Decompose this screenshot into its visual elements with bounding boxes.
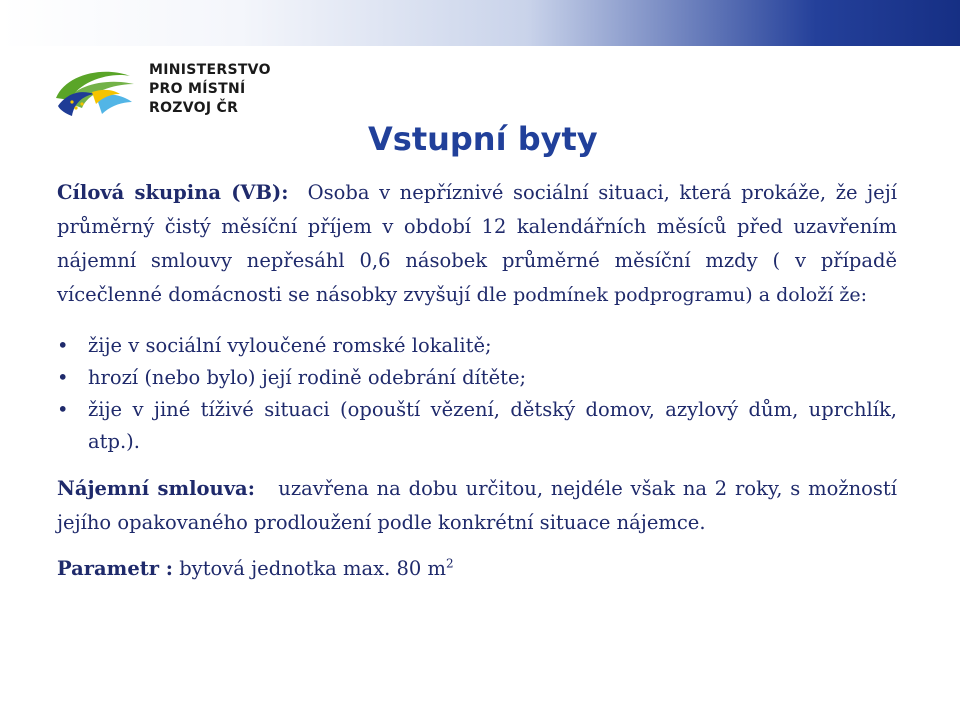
target-group-text: Osoba v nepříznivé sociální situaci, která prokáže, že její průměrný čistý měsíční příjem v období 12 kalendářních měsíců před uzavřením nájemní smlouvy nepřesáhl 0,6 násobek průměrné měsíční mzdy ( v případě vícečlenné domácnosti se násobky zvyšují dle bbox=[57, 181, 897, 306]
parameter-text: bytová jednotka max. 80 m bbox=[179, 557, 446, 580]
logo-text-line-3: ROZVOJ ČR bbox=[149, 100, 239, 116]
lease-paragraph bbox=[57, 472, 897, 540]
lease-label: Nájemní smlouva: bbox=[57, 477, 255, 500]
list-item: • žije v sociální vyloučené romské lokalitě; bbox=[57, 330, 897, 362]
logo-text-line-2: PRO MÍSTNÍ bbox=[149, 81, 246, 97]
target-group-paragraph bbox=[57, 176, 897, 312]
ministry-logo bbox=[52, 62, 282, 118]
parameter-line bbox=[57, 552, 897, 586]
target-group-label: Cílová skupina (VB): bbox=[57, 181, 289, 204]
logo-text-line-1: MINISTERSTVO bbox=[149, 62, 271, 78]
parameter-superscript: 2 bbox=[445, 556, 454, 571]
conditions-list bbox=[57, 330, 897, 458]
list-item: • hrozí (nebo bylo) její rodině odebrání dítěte; bbox=[57, 362, 897, 394]
header-gradient-bar bbox=[0, 0, 960, 46]
list-item: • žije v jiné tíživé situaci (opouští vězení, dětský domov, azylový dům, uprchlík, atp.). bbox=[57, 394, 897, 458]
slide-content bbox=[57, 176, 897, 586]
logo-emblem-icon bbox=[52, 62, 140, 118]
slide-title: Vstupní byty bbox=[368, 120, 598, 158]
lease-text: uzavřena na dobu určitou, nejdéle však na 2 roky, s možností jejího opakovaného prodloužení podle konkrétní situace nájemce. bbox=[57, 477, 897, 534]
target-group-last-line: podmínek podprogramu) a doloží že: bbox=[513, 284, 868, 306]
parameter-label: Parametr : bbox=[57, 557, 173, 580]
